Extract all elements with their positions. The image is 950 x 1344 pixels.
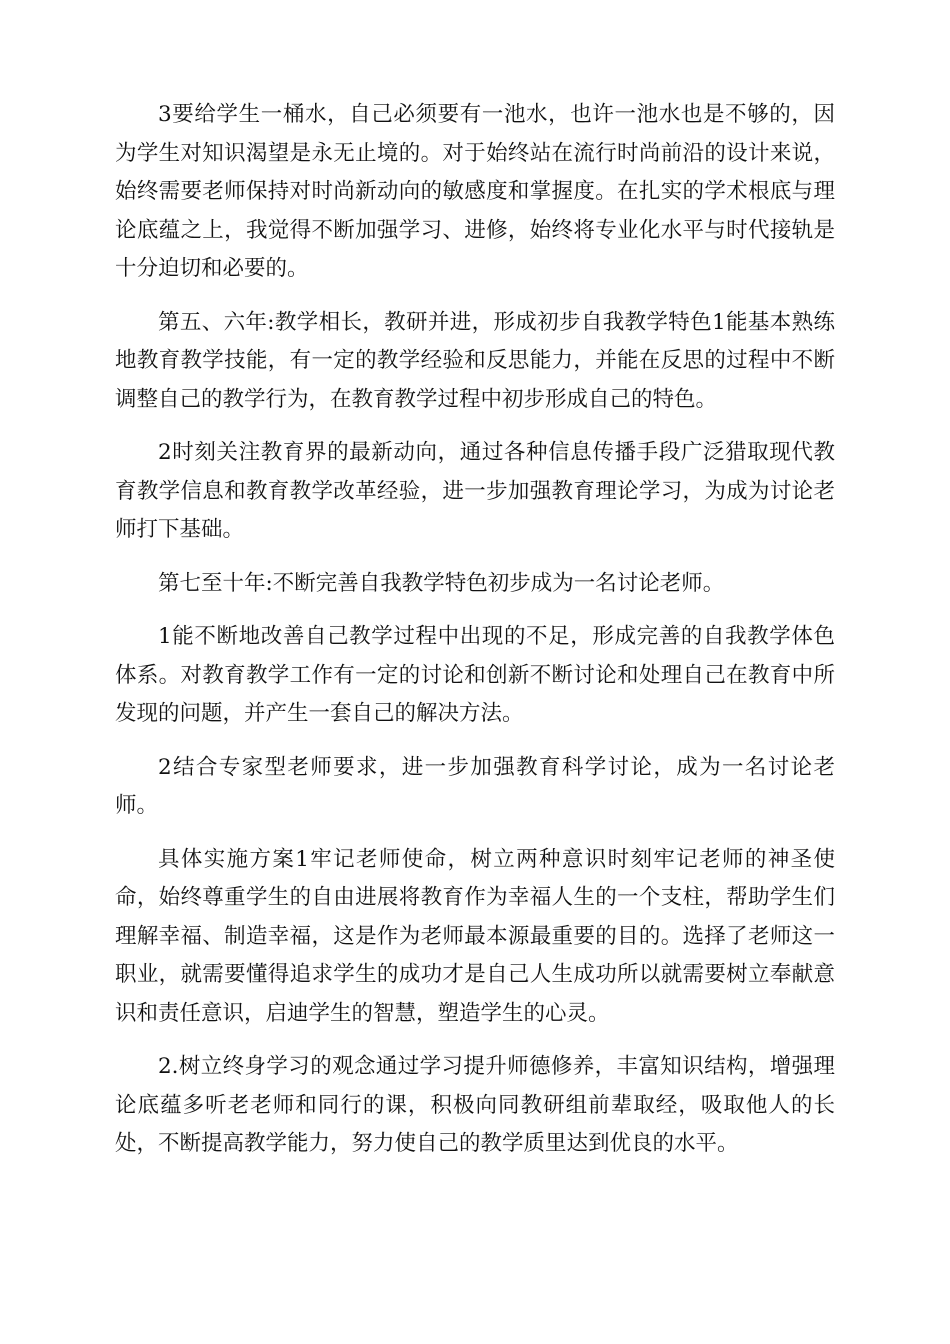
paragraph-5: 1能不断地改善自己教学过程中出现的不足，形成完善的自我教学体色体系。对教育教学工作有一定的讨论和创新不断讨论和处理自己在教育中所发现的问题，并产生一套自己的解决方法。 — [115, 624, 835, 726]
paragraph-2: 第五、六年:教学相长，教研并进，形成初步自我教学特色1能基本熟练地教育教学技能，有一定的教学经验和反思能力，并能在反思的过程中不断调整自己的教学行为，在教育教学过程中初步形成自己的特色。 — [115, 309, 835, 412]
paragraph-7: 具体实施方案1牢记老师使命，树立两种意识时刻牢记老师的神圣使命，始终尊重学生的自由进展将教育作为幸福人生的一个支柱，帮助学生们理解幸福、制造幸福，这是作为老师最本源最重要的目的。选择了老师这一职业，就需要懂得追求学生的成功才是自己人生成功所以就需要树立奉献意识和责任意识，启迪学生的智慧，塑造学生的心灵。 — [115, 846, 835, 1026]
paragraph-4: 第七至十年:不断完善自我教学特色初步成为一名讨论老师。 — [158, 570, 725, 596]
paragraph-3: 2时刻关注教育界的最新动向，通过各种信息传播手段广泛猎取现代教育教学信息和教育教学改革经验，进一步加强教育理论学习，为成为讨论老师打下基础。 — [115, 440, 835, 542]
paragraph-1: 3要给学生一桶水，自己必须要有一池水，也许一池水也是不够的，因为学生对知识渴望是永无止境的。对于始终站在流行时尚前沿的设计来说，始终需要老师保持对时尚新动向的敏感度和掌握度。在扎实的学术根底与理论底蕴之上，我觉得不断加强学习、进修，始终将专业化水平与时代接轨是十分迫切和必要的。 — [115, 102, 835, 281]
paragraph-6: 2结合专家型老师要求，进一步加强教育科学讨论，成为一名讨论老师。 — [115, 754, 835, 818]
paragraph-8: 2.树立终身学习的观念通过学习提升师德修养，丰富知识结构，增强理论底蕴多听老老师和同行的课，积极向同教研组前辈取经，吸取他人的长处，不断提高教学能力，努力使自己的教学质里达到优良的水平。 — [115, 1054, 835, 1156]
